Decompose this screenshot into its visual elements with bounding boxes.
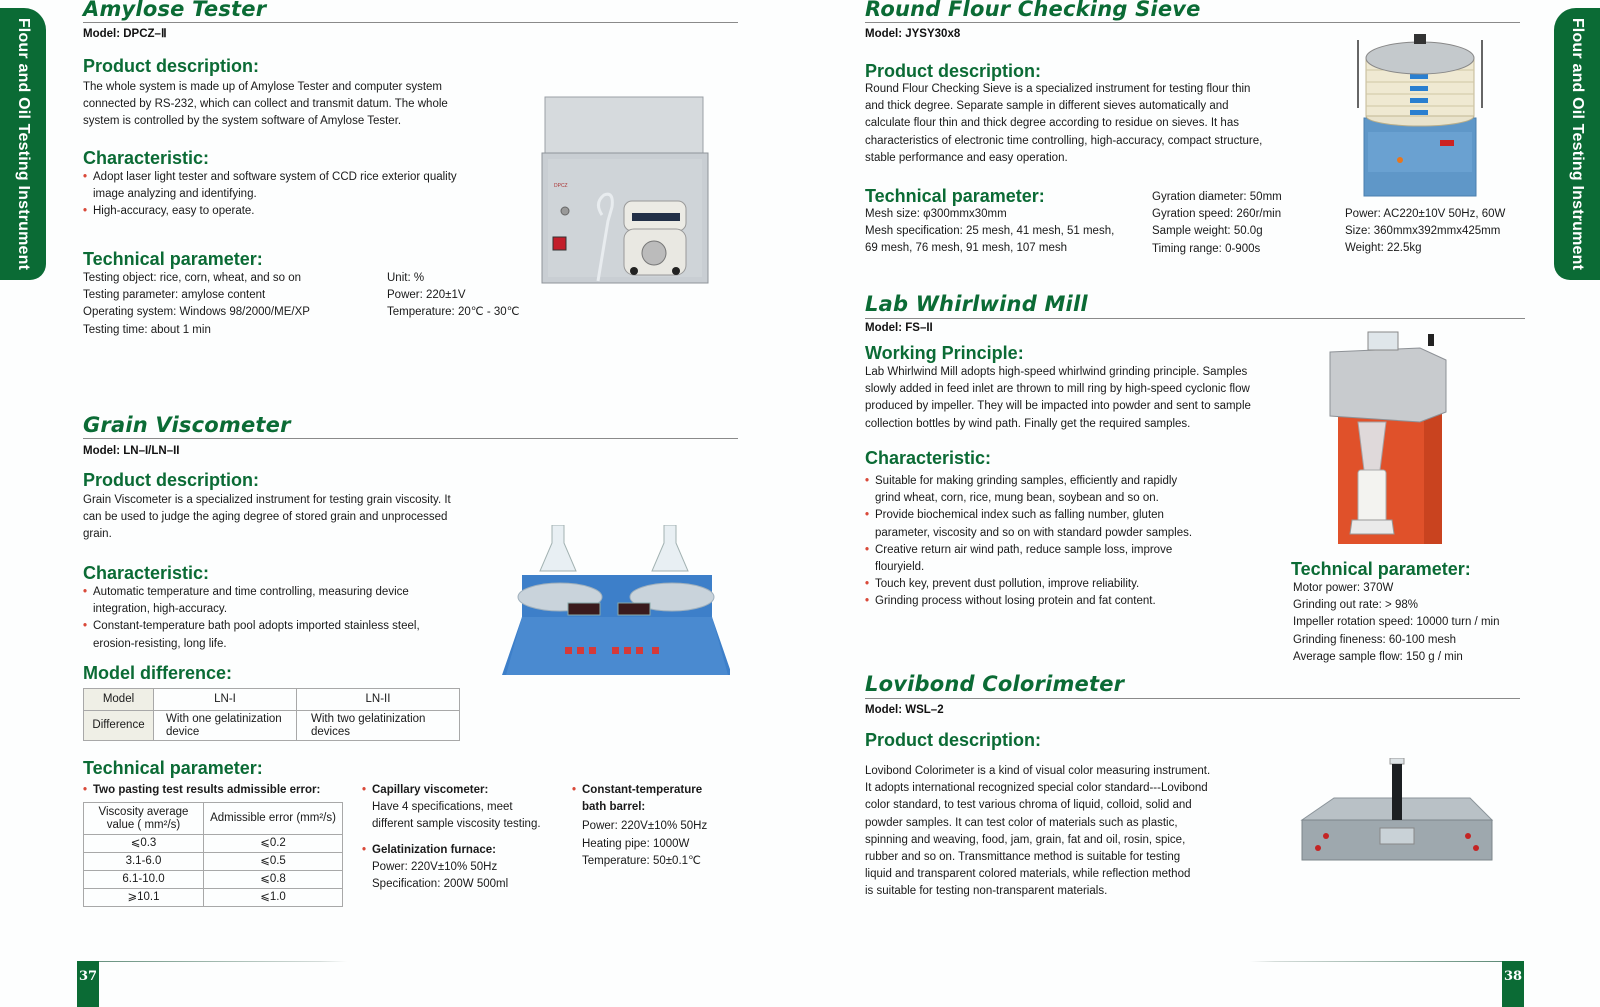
tech-params-col1 <box>865 206 1114 258</box>
param: Mesh specification: 25 mesh, 41 mesh, 51 mesh, <box>865 225 1115 238</box>
furnace-block <box>362 842 508 894</box>
footer-rule-right <box>1250 961 1503 962</box>
product-description <box>865 763 1210 901</box>
table-cell: 3.1-6.0 <box>84 853 204 871</box>
capillary-block <box>362 782 541 834</box>
svg-text:DPCZ: DPCZ <box>554 183 568 189</box>
page-number: 37 <box>78 969 98 984</box>
characteristic-list <box>83 169 457 221</box>
param: 69 mesh, 76 mesh, 91 mesh, 107 mesh <box>865 242 1067 255</box>
bullet-icon: • <box>865 578 870 591</box>
table-cell: LN-II <box>297 689 460 711</box>
section-heading: Product description: <box>865 730 1042 750</box>
model-difference-table <box>83 688 460 741</box>
page-number-right <box>1502 961 1524 1007</box>
param: Gyration speed: 260r/min <box>1152 208 1282 221</box>
text-line: powder samples. It can test color of materials such as plastic, <box>865 816 1178 829</box>
param: Temperature: 20℃ - 30℃ <box>387 306 520 319</box>
section-heading: Working Principle: <box>865 343 1024 363</box>
text-line: Power: 220V±10% 50Hz <box>582 820 708 833</box>
table-row <box>84 835 343 853</box>
table-cell: ⩽0.8 <box>204 871 343 889</box>
whirlwind-mill-image <box>1328 330 1452 550</box>
section-heading: Characteristic: <box>83 563 210 583</box>
page-number-left <box>77 961 99 1007</box>
model-label: Model: JYSY30x8 <box>865 28 961 40</box>
product-title: Grain Viscometer <box>83 413 291 437</box>
model-label: Model: LN–I/LN–II <box>83 445 180 457</box>
text-line: Power: 220V±10% 50Hz <box>372 861 498 874</box>
product-title: Amylose Tester <box>83 0 267 21</box>
bullet-icon: • <box>865 509 870 522</box>
text-line: Round Flour Checking Sieve is a specialized instrument for testing flour thin <box>865 83 1251 95</box>
section-heading: Technical parameter: <box>83 249 263 269</box>
table-cell: ⩽1.0 <box>204 889 343 907</box>
title-rule <box>83 438 738 439</box>
tech-params <box>1293 580 1499 666</box>
text-line: calculate flour thin and thick degree according to residue on sieves. It has <box>865 117 1239 130</box>
param: Power: AC220±10V 50Hz, 60W <box>1345 208 1506 220</box>
list-item: • High-accuracy, easy to operate. <box>83 203 457 220</box>
page-number: 38 <box>1503 969 1523 984</box>
product-title: Lab Whirlwind Mill <box>865 292 1088 316</box>
title-rule <box>865 22 1520 23</box>
product-title: Round Flour Checking Sieve <box>865 0 1201 21</box>
text-line: Lovibond Colorimeter is a kind of visual color measuring instrument. <box>865 765 1211 777</box>
table-cell: With one gelatinization device <box>154 711 297 741</box>
bullet-icon: • <box>572 784 577 796</box>
text-line: Heating pipe: 1000W <box>582 837 690 850</box>
text-line: produced by impeller. They will be impacted into powder and sent to sample <box>865 400 1251 413</box>
list-item: • Creative return air wind path, reduce sample loss, improve flouryield. <box>865 543 1173 574</box>
bullet-icon: • <box>362 844 367 856</box>
admissible-error-table <box>83 802 343 907</box>
text-line: collection bottles by wind path. Finally get the required samples. <box>865 417 1191 430</box>
bullet-icon: • <box>362 784 367 796</box>
model-label: Model: DPCZ–Ⅱ <box>83 28 167 40</box>
text-line: The whole system is made up of Amylose Tester and computer system <box>83 81 442 93</box>
side-tab-right <box>1554 8 1600 280</box>
model-label: Model: WSL–2 <box>865 704 944 716</box>
title-rule <box>865 318 1525 319</box>
side-tab-label: Flour and Oil Testing Instrument <box>1569 17 1586 271</box>
dual-bath-viscometer-image <box>500 525 730 680</box>
text-line: slowly added in feed inlet are thrown to mill ring by high-speed cyclonic flow <box>865 383 1250 396</box>
sieve-stack-image <box>1350 28 1490 198</box>
text-line: and thick degree. Separate sample in different sieves automatically and <box>865 100 1229 113</box>
list-item: • Automatic temperature and time controlling, measuring device integration, high-accuracy. <box>83 586 409 616</box>
list-item: • Two pasting test results admissible error: <box>83 782 320 799</box>
bullet-icon: • <box>83 205 88 218</box>
text-line: liquid and transparent colored materials, while reflection method <box>865 868 1191 881</box>
list-item: • Constant-temperature bath pool adopts imported stainless steel, erosion-resisting, long life. <box>83 620 420 650</box>
text-line: Temperature: 50±0.1℃ <box>582 854 701 867</box>
table-cell: LN-I <box>154 689 297 711</box>
product-description <box>865 81 1262 167</box>
title-rule <box>865 698 1520 699</box>
bullet-icon: • <box>865 543 870 556</box>
param: Operating system: Windows 98/2000/ME/XP <box>83 306 310 319</box>
list-item: • Touch key, prevent dust pollution, improve reliability. <box>865 576 1192 593</box>
list-item: • Suitable for making grinding samples, efficiently and rapidly grind wheat, corn, rice, mung bean, soybean and so on. <box>865 475 1178 505</box>
param: Unit: % <box>387 272 425 284</box>
table-cell: ⩽0.2 <box>204 835 343 853</box>
side-tab-left <box>0 8 46 280</box>
table-cell: Model <box>84 689 154 711</box>
text-line: Have 4 specifications, meet <box>372 801 513 814</box>
list-item: • Grinding process without losing protein and fat content. <box>865 593 1192 610</box>
table-row <box>84 711 460 741</box>
colorimeter-image <box>1300 758 1500 888</box>
table-cell: Viscosity average value ( mm²/s) <box>84 803 204 835</box>
tech-params-left <box>83 270 310 339</box>
section-heading: Technical parameter: <box>865 186 1045 206</box>
text-line: is suitable for testing non-transparent materials. <box>865 885 1108 898</box>
table-cell: With two gelatinization devices <box>297 711 460 741</box>
tech-params-col3 <box>1345 206 1505 258</box>
text-line: connected by RS-232, which can collect and transmit datum. The whole <box>83 98 448 111</box>
table-row <box>84 889 343 907</box>
param: Impeller rotation speed: 10000 turn / min <box>1293 616 1500 629</box>
product-title: Lovibond Colorimeter <box>865 672 1125 696</box>
bullet-icon: • <box>865 475 870 487</box>
tech-params-right <box>387 270 520 322</box>
param: Weight: 22.5kg <box>1345 242 1422 255</box>
param: Mesh size: φ300mmx30mm <box>865 208 1007 220</box>
product-description <box>83 79 448 131</box>
param: Gyration diameter: 50mm <box>1152 191 1282 203</box>
characteristic-list <box>83 584 420 653</box>
model-label: Model: FS–II <box>865 322 933 334</box>
section-heading: Technical parameter: <box>1291 559 1471 579</box>
text-line: can be used to judge the aging degree of stored grain and unprocessed <box>83 511 448 524</box>
text-line: stable performance and easy operation. <box>865 151 1068 164</box>
characteristic-list <box>865 473 1192 611</box>
table-cell: Admissible error (mm²/s) <box>204 803 343 835</box>
table-row <box>84 803 343 835</box>
text-line: It adopts international recognized special color standard---Lovibond <box>865 782 1208 795</box>
param: Testing parameter: amylose content <box>83 289 266 302</box>
section-heading: Characteristic: <box>83 148 210 168</box>
param: Size: 360mmx392mmx425mm <box>1345 225 1501 238</box>
text-line: different sample viscosity testing. <box>372 818 541 831</box>
footer-rule-left <box>77 961 347 962</box>
side-tab-label: Flour and Oil Testing Instrument <box>15 17 32 271</box>
list-item: • Constant-temperature bath barrel: <box>572 784 703 814</box>
list-item: • Adopt laser light tester and software system of CCD rice exterior quality image analyzing and identifying. <box>83 171 457 201</box>
table-cell: ⩽0.3 <box>84 835 204 853</box>
table-row <box>84 853 343 871</box>
table-cell: ⩽0.5 <box>204 853 343 871</box>
text-line: color standard, to test various chroma of liquid, colloid, solid and <box>865 799 1192 812</box>
param: Power: 220±1V <box>387 289 466 302</box>
section-heading: Product description: <box>83 56 260 76</box>
table-cell: Difference <box>84 711 154 741</box>
param: Motor power: 370W <box>1293 582 1394 594</box>
bullet-icon: • <box>83 784 88 796</box>
table-row <box>84 689 460 711</box>
table-cell: 6.1-10.0 <box>84 871 204 889</box>
section-heading: Product description: <box>83 470 260 490</box>
section-heading: Characteristic: <box>865 448 992 468</box>
list-item: • Provide biochemical index such as falling number, gluten parameter, viscosity and so on with standard powder samples. <box>865 509 1193 539</box>
table-row <box>84 871 343 889</box>
section-heading: Model difference: <box>83 663 233 683</box>
section-heading: Product description: <box>865 61 1042 81</box>
title-rule <box>83 22 738 23</box>
peristaltic-pump-image <box>540 95 710 290</box>
text-line: grain. <box>83 528 112 541</box>
bullet-icon: • <box>83 171 88 183</box>
param: Grinding out rate: > 98% <box>1293 599 1418 612</box>
error-heading-list <box>83 782 320 799</box>
text-line: spinning and weaving, food, jam, grain, fat and oil, rosin, spice, <box>865 833 1186 846</box>
bullet-icon: • <box>83 620 88 633</box>
list-item: • Gelatinization furnace: <box>362 842 508 859</box>
param: Testing object: rice, corn, wheat, and so on <box>83 272 301 284</box>
param: Average sample flow: 150 g / min <box>1293 650 1463 663</box>
param: Testing time: about 1 min <box>83 323 211 336</box>
text-line: characteristics of electronic time controlling, high-accuracy, compact structure, <box>865 134 1263 147</box>
param: Timing range: 0-900s <box>1152 242 1261 255</box>
text-line: rubber and so on. Transmittance method is suitable for testing <box>865 851 1181 864</box>
param: Grinding fineness: 60-100 mesh <box>1293 633 1457 646</box>
bullet-icon: • <box>83 586 88 598</box>
bath-barrel-block <box>572 782 707 870</box>
tech-params-col2 <box>1152 189 1282 258</box>
working-principle <box>865 364 1251 433</box>
product-description <box>83 492 451 544</box>
table-cell: ⩾10.1 <box>84 889 204 907</box>
param: Sample weight: 50.0g <box>1152 225 1263 238</box>
list-item: • Capillary viscometer: <box>362 782 541 799</box>
text-line: system is controlled by the system software of Amylose Tester. <box>83 115 402 128</box>
bullet-icon: • <box>865 595 870 608</box>
text-line: Specification: 200W 500ml <box>372 878 509 891</box>
section-heading: Technical parameter: <box>83 758 263 778</box>
text-line: Lab Whirlwind Mill adopts high-speed whirlwind grinding principle. Samples <box>865 366 1248 378</box>
text-line: Grain Viscometer is a specialized instrument for testing grain viscosity. It <box>83 494 451 506</box>
